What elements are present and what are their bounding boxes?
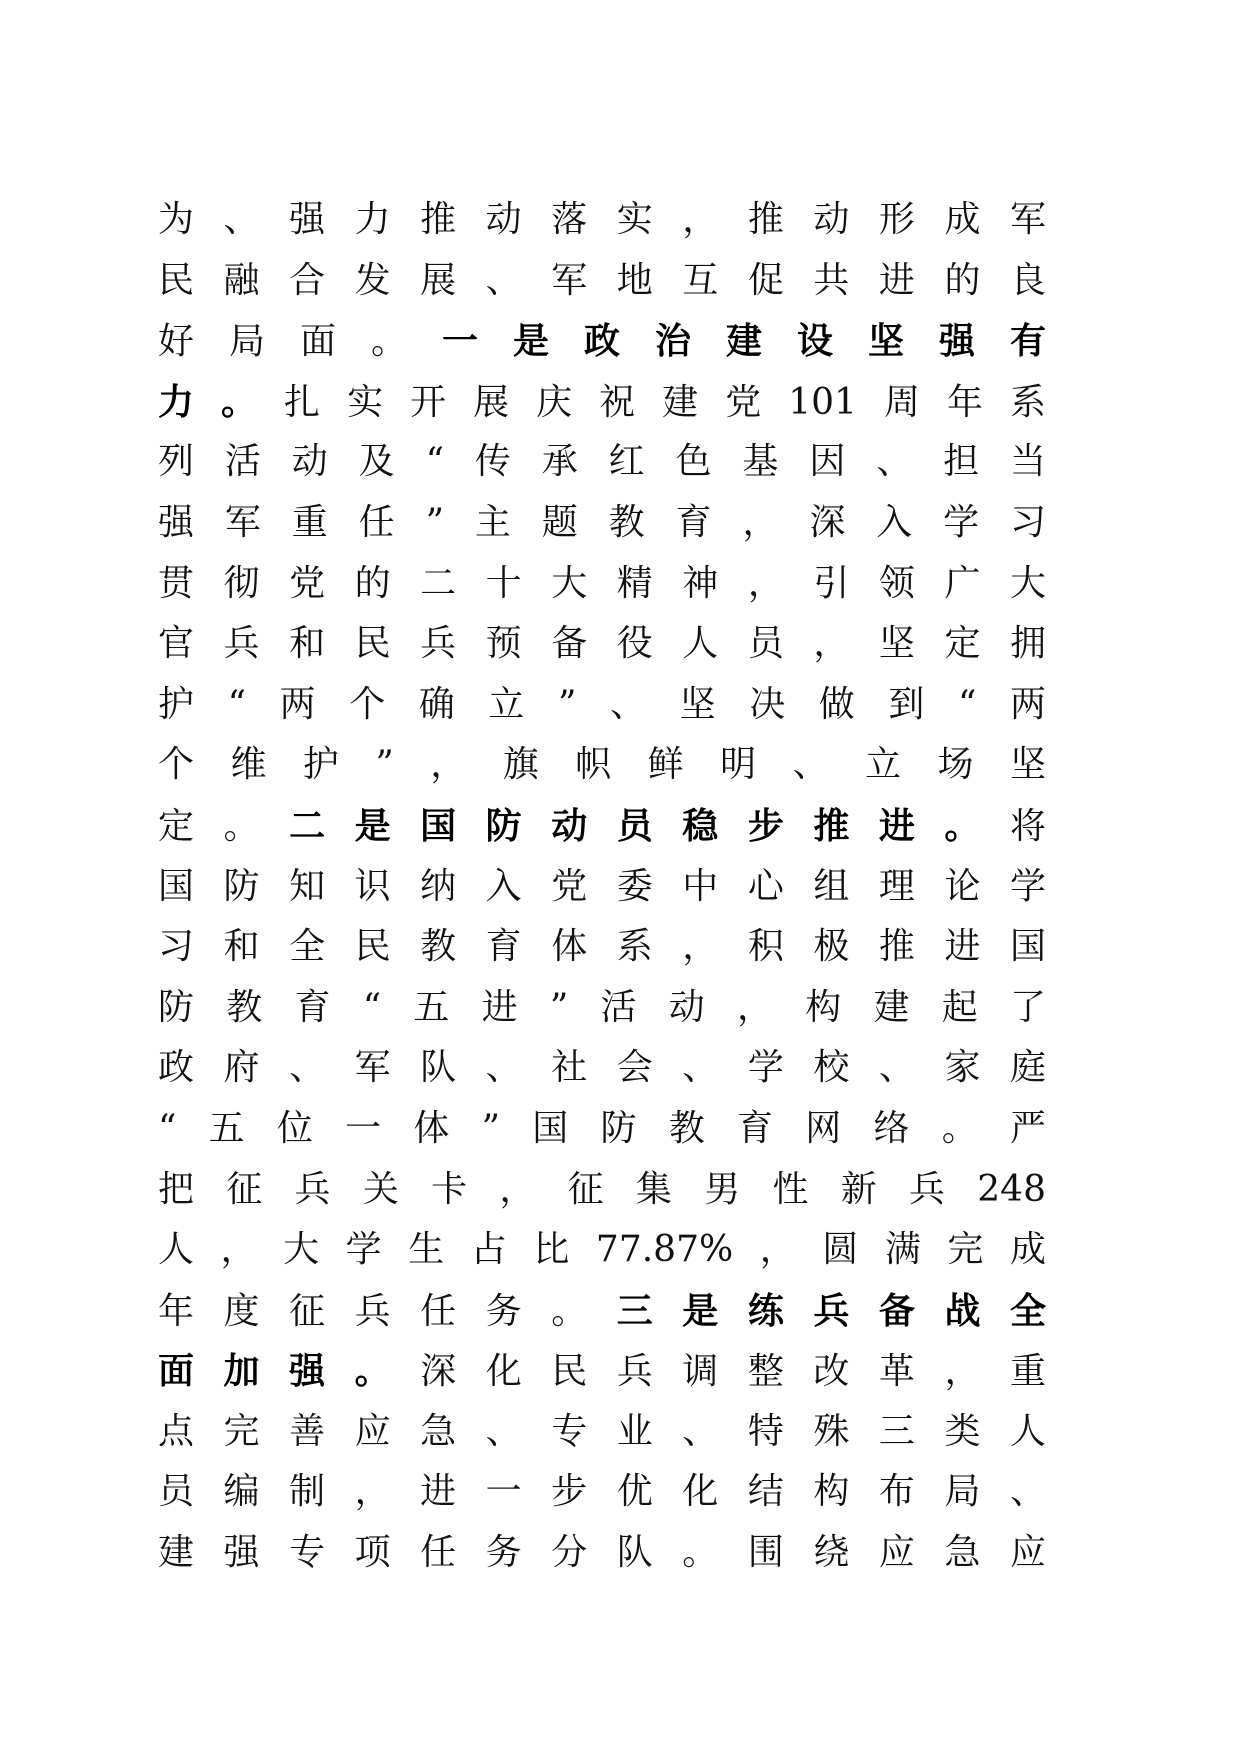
text-run: 建强专项任务分队。围绕应急应 [158, 1532, 1046, 1574]
text-line [158, 1462, 1046, 1523]
text-run: 国防知识纳入党委中心组理论学 [158, 865, 1046, 907]
text-line [158, 1341, 1046, 1402]
text-run: 深化民兵调整改革，重 [420, 1351, 1046, 1393]
text-run: 贯彻党的二十大精神，引领广大 [158, 562, 1046, 604]
text-line [158, 311, 1046, 372]
text-run: 防教育“五进”活动，构建起了 [158, 986, 1046, 1028]
text-line [158, 917, 1046, 978]
text-line [158, 796, 1046, 857]
text-line [158, 1038, 1046, 1099]
text-line [158, 554, 1046, 615]
text-line [158, 614, 1046, 675]
text-run: 定。 [158, 805, 290, 847]
text-run: 将 [1009, 805, 1046, 847]
text-run: 政府、军队、社会、学校、家庭 [158, 1047, 1046, 1089]
bold-heading-run: 三是练兵备战全 [616, 1289, 1046, 1332]
text-line [158, 1220, 1046, 1281]
text-run: 扎实开展庆祝建党101周年系 [284, 381, 1046, 423]
text-line [158, 432, 1046, 493]
text-run: 民融合发展、军地互促共进的良 [158, 259, 1046, 301]
text-run: 员编制，进一步优化结构布局、 [158, 1471, 1046, 1513]
text-line [158, 675, 1046, 736]
text-line [158, 1402, 1046, 1463]
text-line [158, 857, 1046, 918]
text-run: 人，大学生占比77.87%，圆满完成 [158, 1229, 1046, 1271]
text-line [158, 978, 1046, 1039]
text-line [158, 1523, 1046, 1584]
text-run: 习和全民教育体系，积极推进国 [158, 926, 1046, 968]
text-run: 列活动及“传承红色基因、担当 [158, 441, 1046, 483]
bold-heading-run: 一是政治建设坚强有 [442, 320, 1046, 363]
text-run: 个维护”，旗帜鲜明、立场坚 [158, 744, 1046, 786]
text-run: 年度征兵任务。 [158, 1290, 617, 1332]
bold-heading-run: 面加强。 [158, 1350, 421, 1393]
bold-heading-run: 二是国防动员稳步推进。 [289, 804, 1010, 847]
text-line [158, 1160, 1046, 1221]
text-line [158, 190, 1046, 251]
text-line [158, 251, 1046, 312]
body-paragraph [158, 190, 1046, 1584]
text-line [158, 1099, 1046, 1160]
text-line [158, 493, 1046, 554]
text-run: 好局面。 [158, 321, 442, 363]
text-run: “五位一体”国防教育网络。严 [158, 1107, 1046, 1149]
text-line [158, 372, 1046, 433]
text-line [158, 735, 1046, 796]
text-line [158, 1281, 1046, 1342]
text-run: 官兵和民兵预备役人员，坚定拥 [158, 623, 1046, 665]
text-run: 为、强力推动落实，推动形成军 [158, 199, 1046, 240]
text-run: 把征兵关卡，征集男性新兵248 [158, 1168, 1046, 1210]
text-run: 强军重任”主题教育，深入学习 [158, 501, 1046, 543]
text-run: 护“两个确立”、坚决做到“两 [158, 683, 1046, 725]
text-run: 点完善应急、专业、特殊三类人 [158, 1410, 1046, 1452]
bold-heading-run: 力。 [158, 380, 285, 423]
